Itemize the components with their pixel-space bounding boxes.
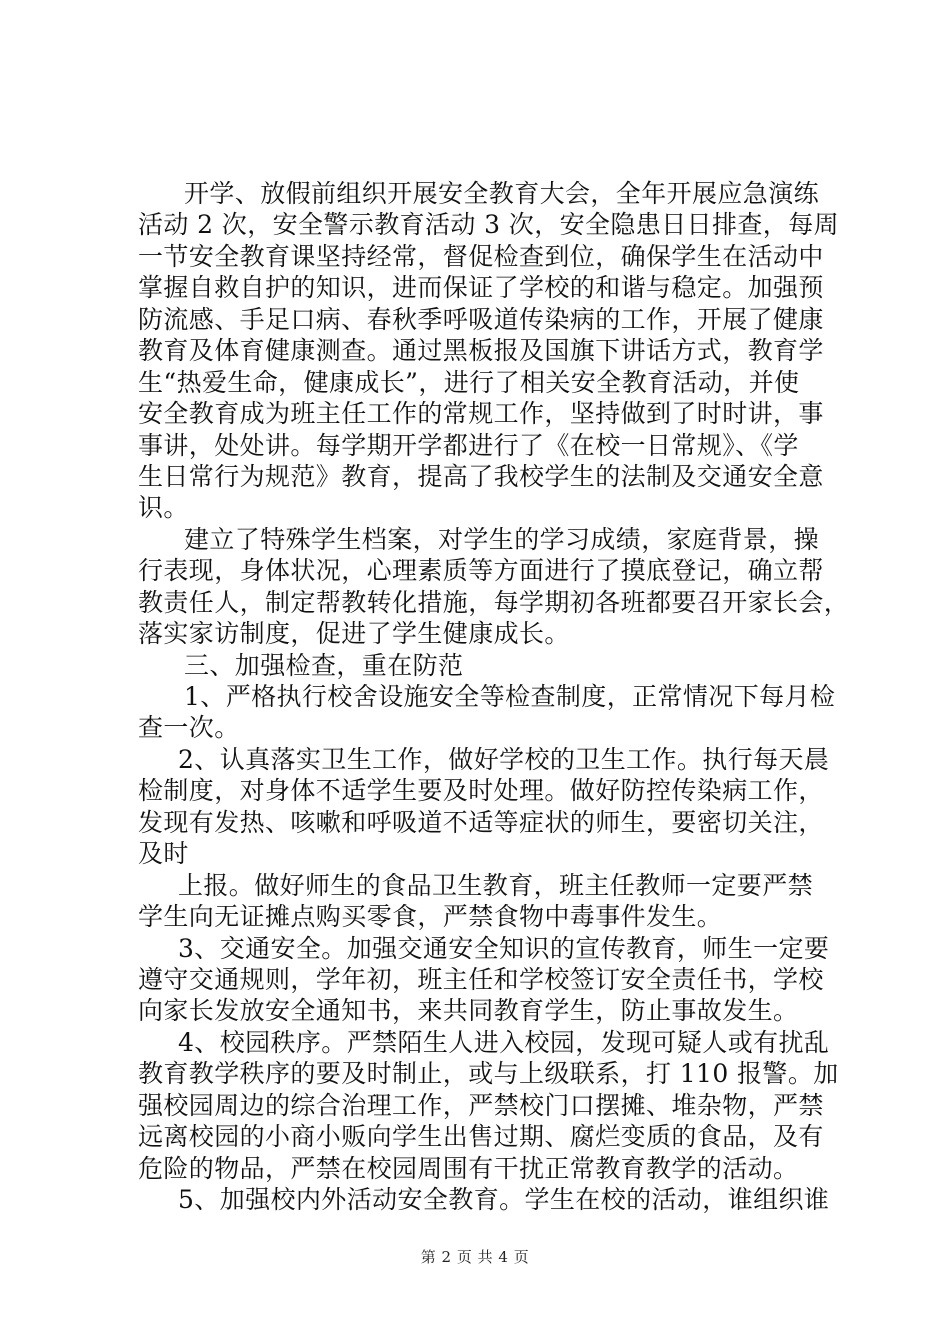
text-line: 危险的物品，严禁在校园周围有干扰正常教育教学的活动。	[138, 1153, 799, 1183]
text-line: 5、加强校内外活动安全教育。学生在校的活动，谁组织谁	[178, 1185, 830, 1214]
text-line: 三、加强检查，重在防范	[184, 650, 464, 680]
text-line: 发现有发热、咳嗽和呼吸道不适等症状的师生，要密切关注，	[138, 807, 824, 837]
text-line: 向家长发放安全通知书，来共同教育学生，防止事故发生。	[138, 996, 799, 1026]
text-line: 生“热爱生命，健康成长”，进行了相关安全教育活动，并使	[138, 367, 800, 397]
text-line: 事讲，处处讲。每学期开学都进行了《在校一日常规》、《学	[138, 430, 799, 460]
text-line: 生日常行为规范》教育，提高了我校学生的法制及交通安全意	[138, 461, 824, 491]
text-line: 安全教育成为班主任工作的常规工作，坚持做到了时时讲，事	[138, 399, 824, 429]
text-line: 检制度，对身体不适学生要及时处理。做好防控传染病工作，	[138, 776, 824, 806]
text-line: 掌握自救自护的知识，进而保证了学校的和谐与稳定。加强预	[138, 273, 824, 303]
text-line: 远离校园的小商小贩向学生出售过期、腐烂变质的食品，及有	[138, 1122, 824, 1152]
text-line: 活动 2 次，安全警示教育活动 3 次，安全隐患日日排查，每周	[138, 210, 840, 240]
text-line: 上报。做好师生的食品卫生教育，班主任教师一定要严禁	[178, 870, 814, 900]
document-body	[138, 178, 850, 1215]
text-line: 1、严格执行校舍设施安全等检查制度，正常情况下每月检	[184, 682, 836, 711]
text-line: 开学、放假前组织开展安全教育大会，全年开展应急演练	[184, 179, 820, 208]
text-line: 教育及体育健康测查。通过黑板报及国旗下讲话方式，教育学	[138, 336, 824, 366]
text-line: 及时	[138, 839, 189, 869]
text-line: 4、校园秩序。严禁陌生人进入校园，发现可疑人或有扰乱	[178, 1027, 830, 1057]
page-footer: 第 2 页 共 4 页	[420, 1248, 530, 1266]
text-line: 建立了特殊学生档案，对学生的学习成绩，家庭背景，操	[184, 524, 820, 554]
text-line: 3、交通安全。加强交通安全知识的宣传教育，师生一定要	[178, 933, 830, 963]
text-line: 查一次。	[138, 713, 240, 743]
text-line: 强校园周边的综合治理工作，严禁校门口摆摊、堆杂物，严禁	[138, 1090, 824, 1120]
text-line: 一节安全教育课坚持经常，督促检查到位，确保学生在活动中	[138, 241, 824, 271]
text-line: 防流感、手足口病、春秋季呼吸道传染病的工作，开展了健康	[138, 304, 824, 334]
text-line: 教责任人，制定帮教转化措施，每学期初各班都要召开家长会，	[138, 587, 850, 617]
text-line: 遵守交通规则，学年初，班主任和学校签订安全责任书，学校	[138, 964, 824, 994]
text-line: 识。	[138, 493, 189, 523]
text-line: 教育教学秩序的要及时制止，或与上级联系，打 110 报警。加	[138, 1059, 839, 1089]
text-line: 学生向无证摊点购买零食，严禁食物中毒事件发生。	[138, 902, 723, 932]
text-line: 2、认真落实卫生工作，做好学校的卫生工作。执行每天晨	[178, 744, 830, 774]
text-line: 落实家访制度，促进了学生健康成长。	[138, 619, 570, 649]
text-line: 行表现，身体状况，心理素质等方面进行了摸底登记，确立帮	[138, 556, 824, 586]
